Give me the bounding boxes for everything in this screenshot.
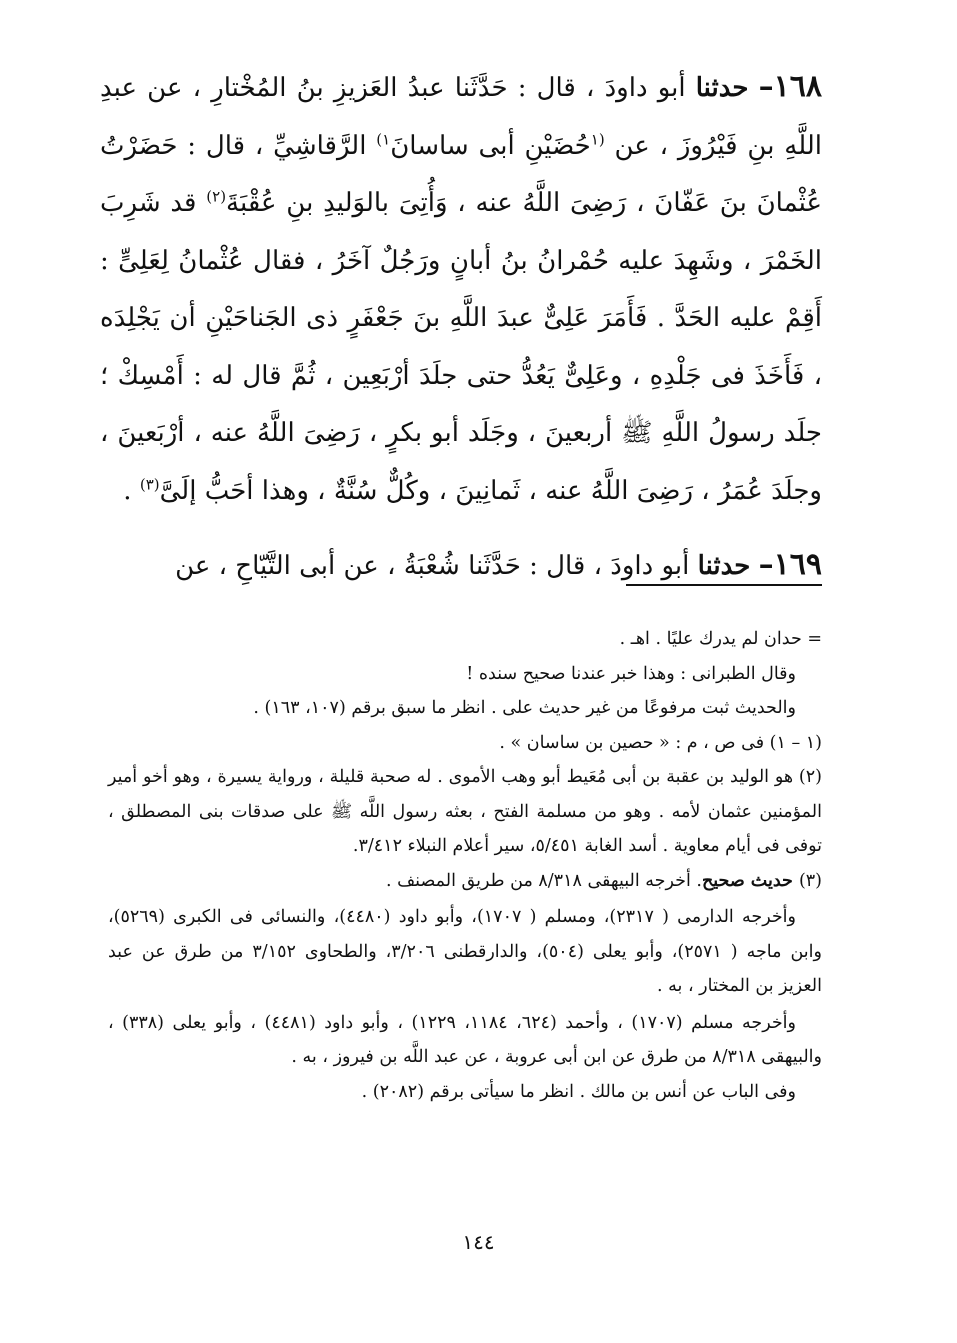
page-number: ١٤٤ — [462, 1230, 495, 1254]
footnote-ref-3: (٣) — [139, 474, 160, 493]
hadith-text: الرَّقاشِيِّ ، قال : حَضَرْتُ عُثْمانَ بنَ عَفّانَ ، رَضِىَ اللَّهُ عنه ، وَأُتِىَ بالوَليدِ بنِ عُقْبَةَ — [100, 130, 822, 218]
hadith-text-end: . — [123, 475, 140, 506]
footnote-3-sources: وأخرجه الدارمى ( ٢٣١٧)، ومسلم ( ١٧٠٧)، وأبو داود (٤٤٨٠)، والنسائى فى الكبرى (٥٢٦٩)، وابن ماجه ( ٢٥٧١)، وأبو يعلى (٥٠٤)، والدارقطنى ٣/٢٠٦، والطحاوى ٣/١٥٢ من طرق عن عبد العزيز بن المختار ، به . — [108, 907, 822, 996]
footnote-divider — [626, 584, 822, 586]
footnote-ref-1-close: ١) — [376, 129, 391, 148]
footnote-1: (١ – ١) فى ص ، م : « حصين بن ساسان » . — [499, 732, 822, 753]
hadith-number: ١٦٨– — [758, 69, 822, 104]
footnote-2: (٢) هو الوليد بن عقبة بن أبى مُعَيط أبو وهب الأموى . له صحبة قليلة ، ورواية يسيرة ، وهو أخو أمير المؤمنين عثمان لأمه . وهو من مسلمة الفتح ، بعثه رسول اللَّه ﷺ على صدقات بنى المصطلق ، توفى فى أيام معاوية . أسد الغابة ٥/٤٥١، سير أعلام النبلاء ٣/٤١٢. — [108, 767, 822, 856]
hadith-lead-word: حدثنا — [695, 73, 749, 103]
hadith-169 — [100, 536, 822, 596]
hadith-text: أبو داودَ ، قال : حَدَّثَنا عبدُ العَزيزِ بنُ المُخْتارِ ، عن عبدِ اللَّهِ بنِ فَيْرُوزَ ، عن — [100, 73, 822, 161]
hadith-text: قد شَرِبَ الخَمْرَ ، وشَهِدَ عليه حُمْرانُ بنُ أبانٍ ورَجُلٌ آخَرُ ، فقال عُثْمانُ لِعَلِىٍّ : أَقِمْ عليه الحَدَّ . فَأَمَرَ عَلِىٌّ عبدَ اللَّهِ بنَ جَعْفَرٍ ذى الجَناحَيْنِ أن يَجْلِدَه ، فَأَخَذَ فى جَلْدِهِ ، وعَلِىٌّ يَعُدُّ حتى جلَدَ أرْبَعِين ، ثُمَّ قال له : أَمْسِكْ ؛ جلَد رسولُ اللَّهِ ﷺ أربعينَ ، وجَلَد أبو بكرٍ ، رَضِىَ اللَّهُ عنه ، أرْبَعينَ ، وجلَدَ عُمَرُ ، رَضِىَ اللَّهُ عنه ، ثَمانِينَ ، وكُلٌّ سُنَّةٌ ، وهذا أحَبُّ إلَىَّ — [100, 188, 822, 506]
footnote-ref-2: (٢) — [206, 187, 227, 206]
hadith-text: أبو داودَ ، قال : حَدَّثَنا شُعْبَةُ ، عن أبى التَّيّاحِ ، عن — [175, 551, 698, 581]
footnote-3 — [108, 864, 822, 899]
footnote-3-marker: (٣) — [798, 870, 822, 891]
hadith-number: ١٦٩– — [758, 547, 822, 582]
footnote-3-grade: حديث صحيح — [701, 870, 799, 891]
footnote-continuation: = حدان لم يدرك عليًا . اهـ . — [619, 629, 822, 649]
hadith-168 — [100, 58, 822, 520]
footnote-ref-1-open: (١ — [590, 129, 605, 148]
footnote-3-sources: وأخرجه مسلم (١٧٠٧) ، وأحمد (٦٢٤، ١١٨٤، ١٢٢٩) ، وأبو داود (٤٤٨١) ، وأبو يعلى (٣٣٨) ، والبيهقى ٨/٣١٨ من طرق عن ابن أبى عروبة ، عن عبد اللَّه بن فيروز ، به . — [108, 1012, 822, 1067]
footnote-line: والحديث ثبت مرفوعًا من غير حديث على . انظر ما سبق برقم (١٠٧، ١٦٣) . — [253, 698, 796, 718]
hadith-lead-word: حدثنا — [697, 551, 751, 581]
footnote-3-sources: وفى الباب عن أنس بن مالك . انظر ما سيأتى برقم (٢٠٨٢) . — [361, 1081, 796, 1102]
footnotes — [108, 622, 822, 1109]
footnote-line: وقال الطبرانى : وهذا خبر عندنا صحيح سنده ! — [466, 663, 796, 684]
footnote-3-text: . أخرجه البيهقى ٨/٣١٨ من طريق المصنف . — [385, 870, 702, 891]
hadith-text-narrator: حُضَيْنِ أبى ساسانَ — [390, 130, 591, 161]
main-text — [100, 58, 822, 596]
